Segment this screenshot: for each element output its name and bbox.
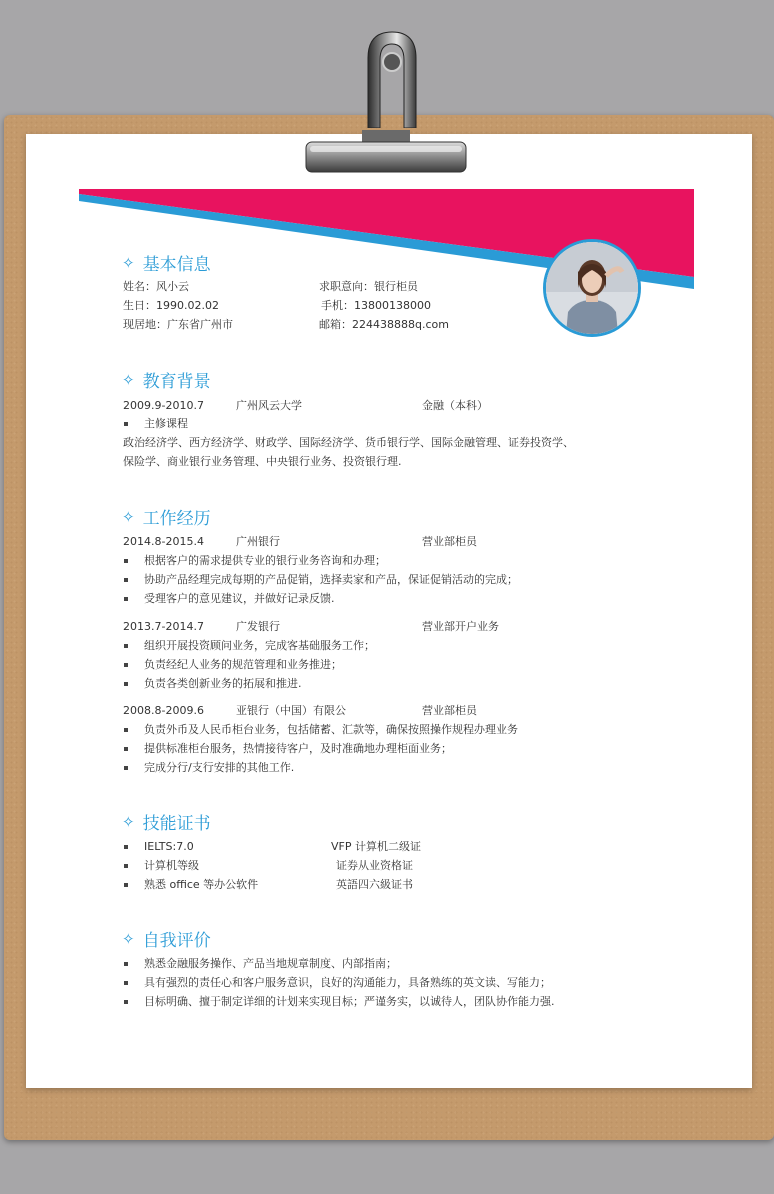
job-duty: 提供标准柜台服务，热情接待客户，及时准确地办理柜面业务； (144, 742, 452, 755)
job-position: 营业部柜员 (422, 535, 477, 548)
job-duty: 受理客户的意见建议，并做好记录反馈. (144, 592, 335, 605)
job-company: 广发银行 (236, 620, 280, 633)
section-title-self: ✧ 自我评价 (122, 929, 211, 951)
sparkle-icon: ✧ (122, 370, 135, 389)
sparkle-icon: ✧ (122, 812, 135, 831)
job-company: 亚银行（中国）有限公 (236, 704, 346, 717)
job-duty: 负责外币及人民币柜台业务，包括储蓄、汇款等，确保按照操作规程办理业务 (144, 723, 518, 736)
basic-intent: 求职意向：银行柜员 (319, 280, 418, 293)
education-course-label: 主修课程 (144, 417, 188, 430)
job-duty: 根据客户的需求提供专业的银行业务咨询和办理； (144, 554, 386, 567)
resume-paper (26, 134, 752, 1088)
job-company: 广州银行 (236, 535, 280, 548)
job-duty: 协助产品经理完成每期的产品促销，选择卖家和产品，保证促销活动的完成； (144, 573, 518, 586)
certificate-item: VFP 计算机二级证 (331, 840, 421, 853)
skill-item: IELTS:7.0 (144, 840, 194, 853)
job-position: 营业部开户业务 (422, 620, 499, 633)
skill-item: 熟悉 office 等办公软件 (144, 878, 259, 891)
sparkle-icon: ✧ (122, 507, 135, 526)
job-duty: 负责经纪人业务的规范管理和业务推进； (144, 658, 342, 671)
section-title-education: ✧ 教育背景 (122, 370, 211, 392)
sparkle-icon: ✧ (122, 929, 135, 948)
education-courses-line2: 保险学、商业银行业务管理、中央银行业务、投资银行理. (123, 455, 402, 468)
basic-email: 邮箱：224438888q.com (319, 318, 449, 331)
skill-item: 计算机等级 (144, 859, 199, 872)
certificate-item: 英語四六級证书 (336, 878, 413, 891)
self-eval-item: 熟悉金融服务操作、产品当地规章制度、内部指南； (144, 957, 397, 970)
profile-photo (543, 239, 641, 337)
job-position: 营业部柜员 (422, 704, 477, 717)
binder-clip-base (296, 130, 476, 178)
basic-address: 现居地：广东省广州市 (123, 318, 233, 331)
education-major: 金融（本科） (422, 399, 488, 412)
job-period: 2013.7-2014.7 (123, 620, 204, 633)
job-duty: 负责各类创新业务的拓展和推进. (144, 677, 302, 690)
section-title-basic: ✧ 基本信息 (122, 253, 211, 275)
binder-clip-ring (360, 28, 424, 128)
self-eval-item: 目标明确、擅于制定详细的计划来实现目标；严谨务实，以诚待人，团队协作能力强. (144, 995, 555, 1008)
job-period: 2014.8-2015.4 (123, 535, 204, 548)
job-duty: 完成分行/支行安排的其他工作. (144, 761, 295, 774)
certificate-item: 证券从业资格证 (336, 859, 413, 872)
section-title-skills: ✧ 技能证书 (122, 812, 211, 834)
education-period: 2009.9-2010.7 (123, 399, 204, 412)
basic-name: 姓名：风小云 (123, 280, 189, 293)
sparkle-icon: ✧ (122, 253, 135, 272)
self-eval-item: 具有强烈的责任心和客户服务意识，良好的沟通能力，具备熟练的英文读、写能力； (144, 976, 551, 989)
basic-phone: 手机：13800138000 (321, 299, 431, 312)
education-courses-line1: 政治经济学、西方经济学、财政学、国际经济学、货币银行学、国际金融管理、证券投资学、 (123, 436, 574, 449)
job-duty: 组织开展投资顾问业务，完成客基础服务工作； (144, 639, 375, 652)
section-title-work: ✧ 工作经历 (122, 507, 211, 529)
basic-birth: 生日：1990.02.02 (123, 299, 219, 312)
job-period: 2008.8-2009.6 (123, 704, 204, 717)
education-school: 广州风云大学 (236, 399, 302, 412)
